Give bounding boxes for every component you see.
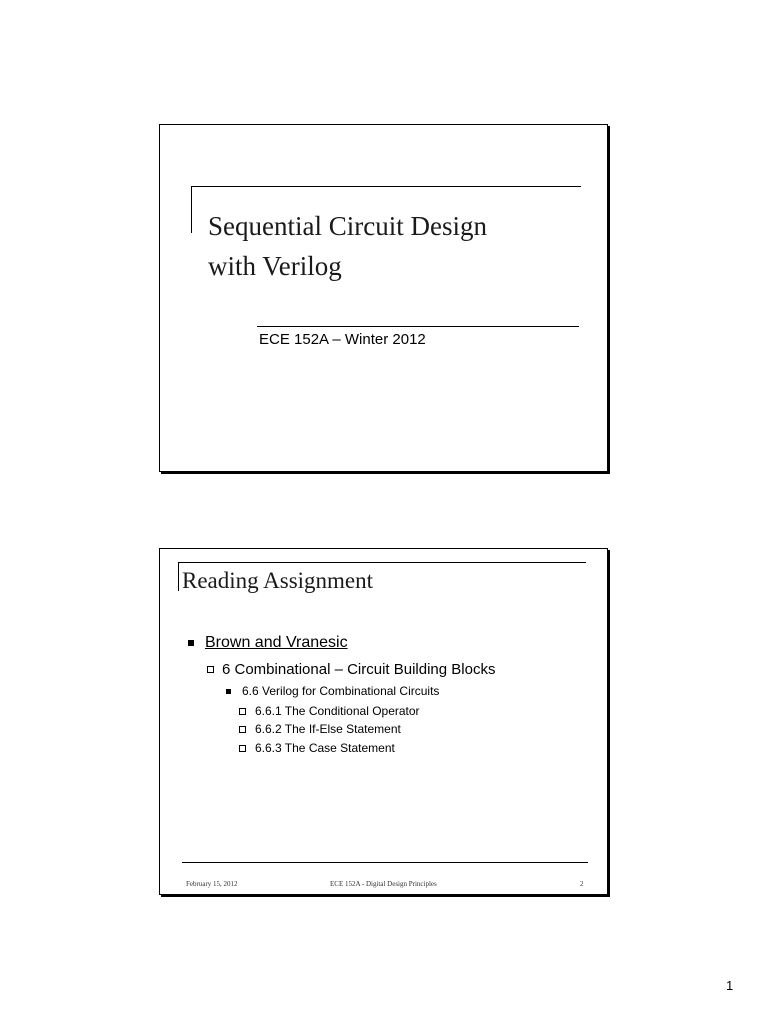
footer-rule	[182, 862, 588, 863]
filled-square-bullet-icon	[188, 640, 194, 646]
hollow-square-bullet-icon	[239, 745, 246, 752]
bullet-level-2	[207, 661, 495, 678]
slide-subtitle: ECE 152A – Winter 2012	[259, 331, 426, 348]
bullet-text: 6.6.2 The If-Else Statement	[255, 722, 401, 736]
bullet-text: Brown and Vranesic	[205, 634, 348, 651]
slide-title-heading	[208, 206, 588, 286]
bullet-level-4	[239, 704, 420, 718]
footer-course: ECE 152A - Digital Design Principles	[330, 880, 437, 888]
title-line-2: with Verilog	[208, 251, 342, 281]
slide-heading: Reading Assignment	[182, 568, 374, 593]
slide-reading-assignment	[159, 548, 608, 895]
filled-square-bullet-icon	[226, 689, 231, 694]
hollow-square-bullet-icon	[239, 726, 246, 733]
title-accent-bar	[191, 186, 192, 233]
bullet-text: 6.6.1 The Conditional Operator	[255, 704, 420, 718]
slide-title	[159, 124, 608, 472]
footer-date: February 15, 2012	[186, 880, 238, 888]
bullet-level-4	[239, 722, 401, 736]
subtitle-rule	[257, 326, 579, 327]
heading-top-rule	[178, 562, 586, 563]
title-line-1: Sequential Circuit Design	[208, 211, 487, 241]
hollow-square-bullet-icon	[207, 666, 214, 673]
heading-accent-bar	[178, 562, 179, 591]
bullet-text: 6 Combinational – Circuit Building Blocks	[222, 661, 496, 678]
footer-slide-number: 2	[580, 880, 584, 888]
page-number: 1	[726, 978, 734, 993]
hollow-square-bullet-icon	[239, 708, 246, 715]
title-top-rule	[191, 186, 581, 187]
bullet-level-1	[188, 634, 348, 652]
bullet-text: 6.6.3 The Case Statement	[255, 741, 395, 755]
bullet-level-4	[239, 741, 395, 755]
bullet-level-3	[226, 684, 439, 698]
bullet-text: 6.6 Verilog for Combinational Circuits	[242, 684, 440, 698]
